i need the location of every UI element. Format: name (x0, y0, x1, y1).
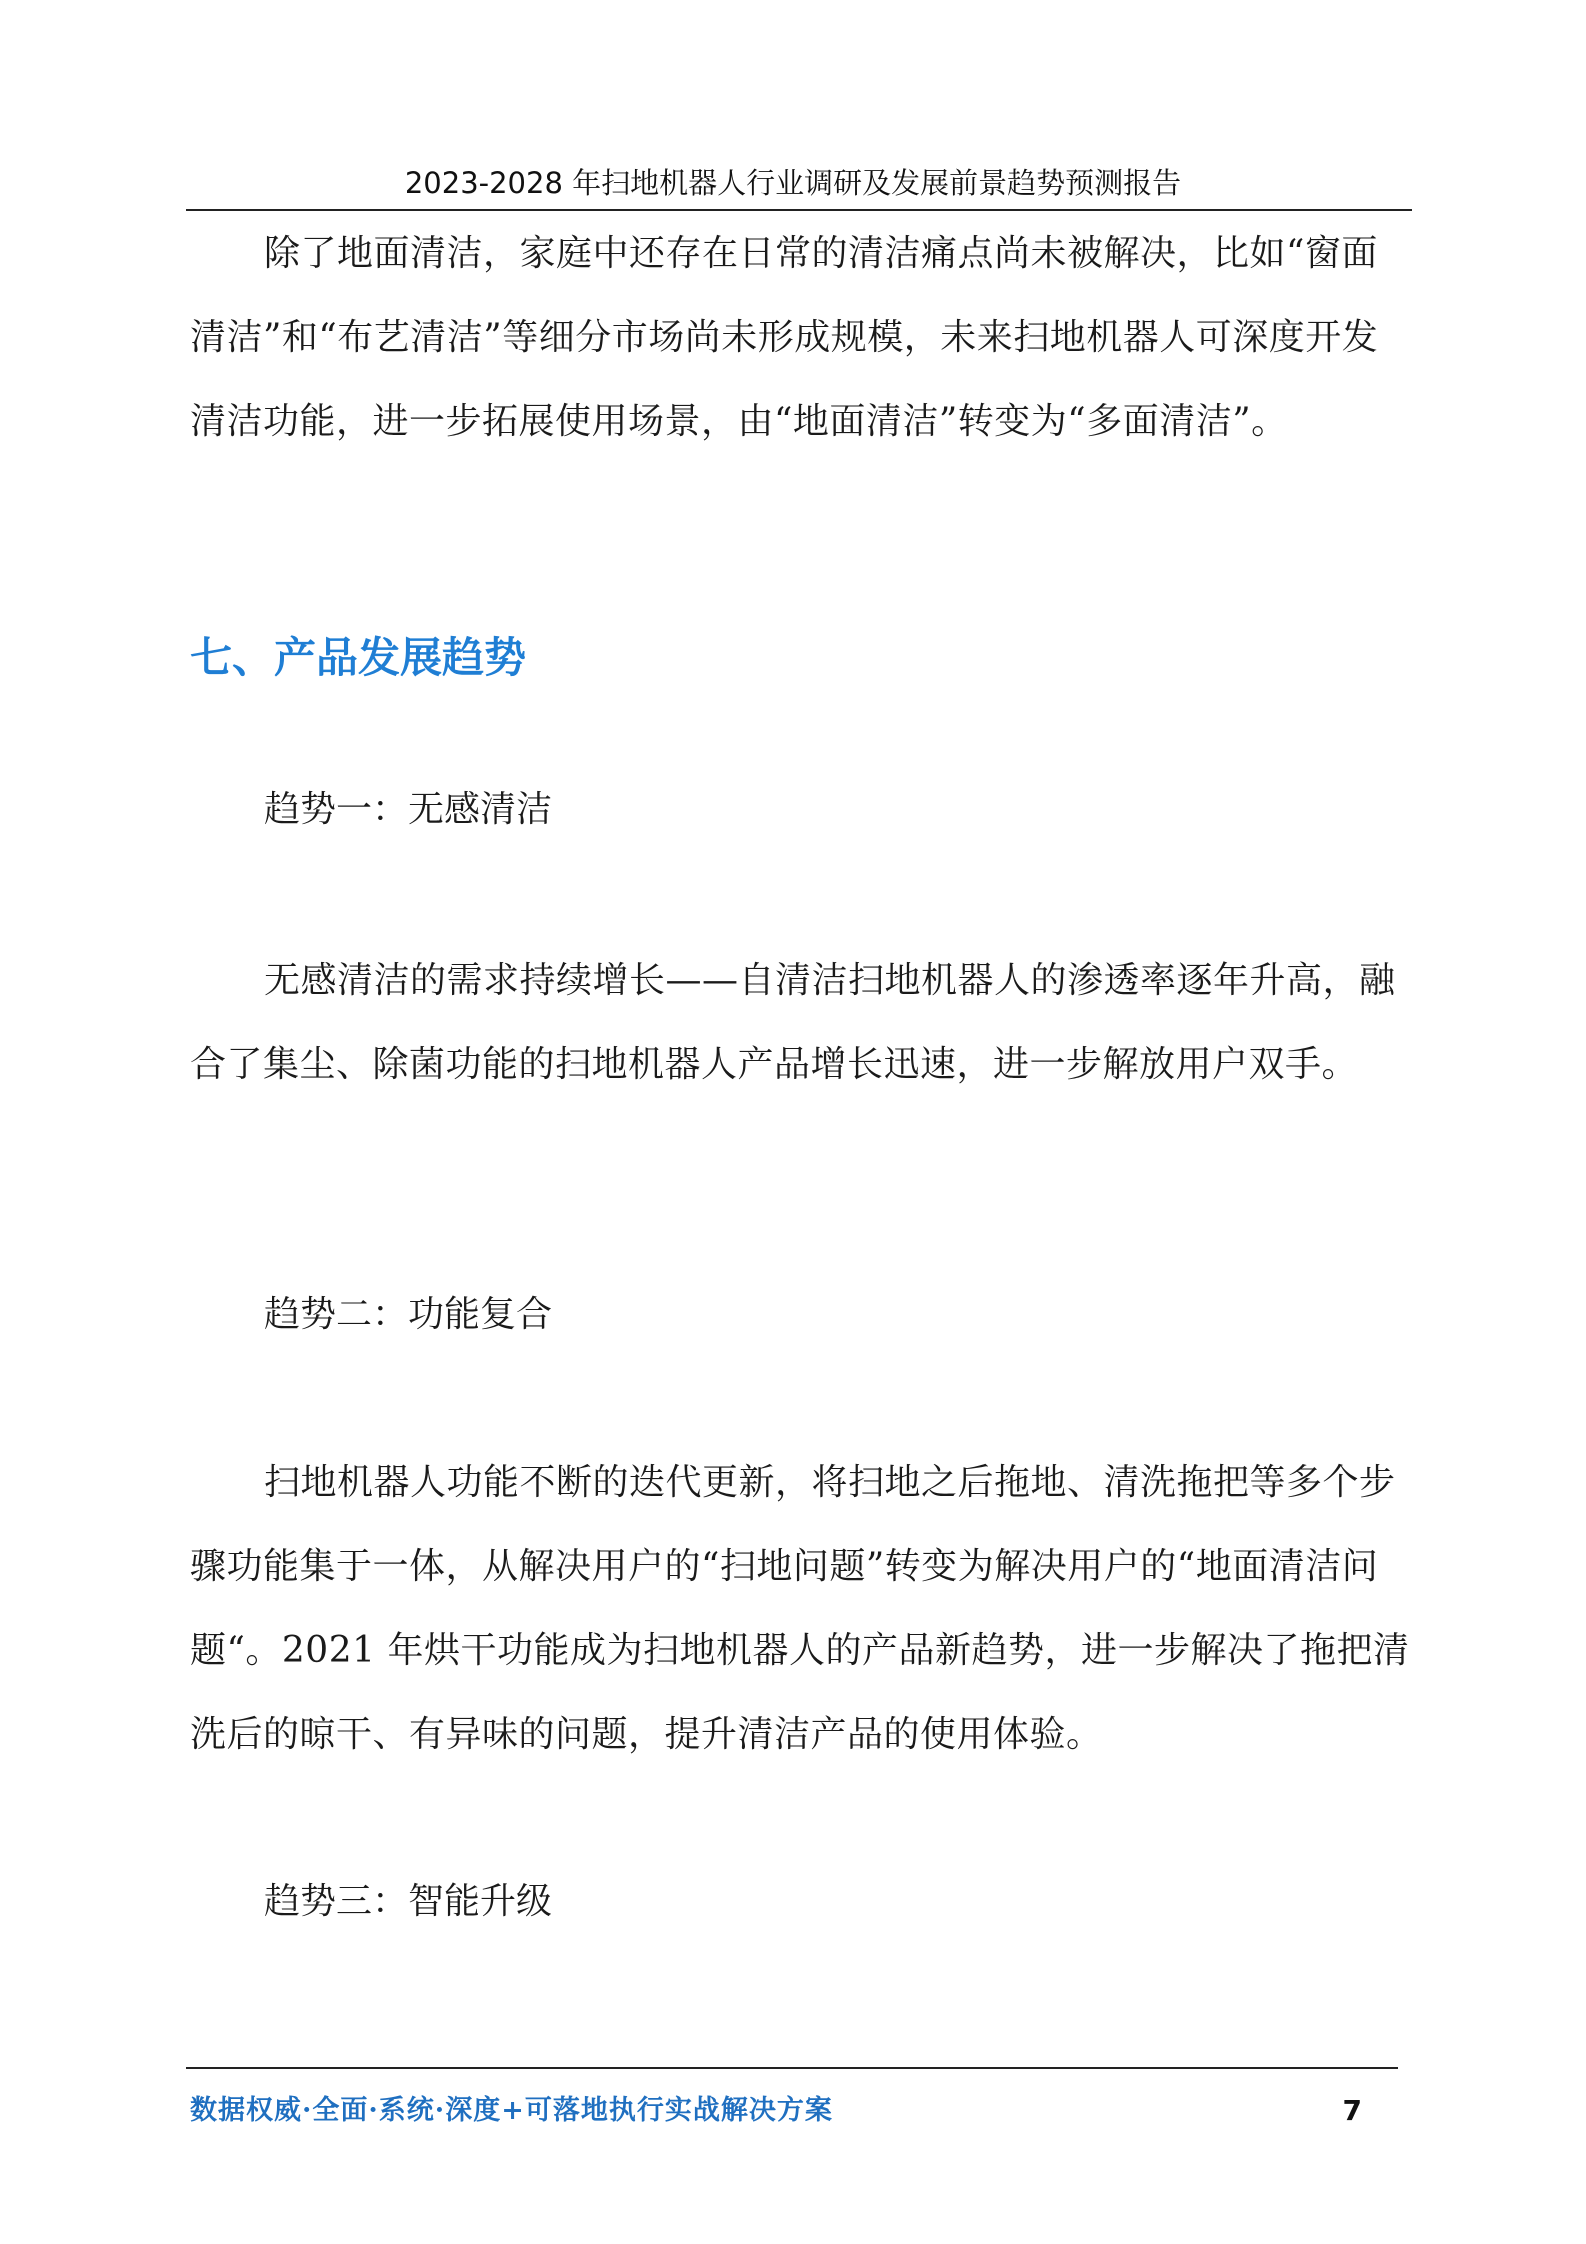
page-number: 7 (1342, 2094, 1362, 2127)
section-heading: 七、产品发展趋势 (190, 633, 527, 682)
report-title: 2023-2028 年扫地机器人行业调研及发展前景趋势预测报告 (404, 166, 1182, 200)
trend-1-paragraph: 无感清洁的需求持续增长——自清洁扫地机器人的渗透率逐年升高，融合了集尘、除菌功能的扫地机器人产品增长迅速，进一步解放用户双手。 (190, 960, 1396, 1085)
trend-2-title: 趋势二：功能复合 (264, 1294, 553, 1335)
trend-1-title: 趋势一：无感清洁 (264, 789, 553, 830)
footer-divider (186, 2067, 1398, 2069)
header-divider (186, 209, 1412, 211)
trend-2-paragraph: 扫地机器人功能不断的迭代更新，将扫地之后拖地、清洗拖把等多个步骤功能集于一体，从解决用户的“扫地问题”转变为解决用户的“地面清洁问题“。2021 年烘干功能成为扫地机器人的产品新趋势，进一步解决了拖把清洗后的晾干、有异味的问题，提升清洁产品的使用体验。 (190, 1462, 1410, 1755)
trend-3-title: 趋势三：智能升级 (264, 1881, 553, 1922)
intro-paragraph: 除了地面清洁，家庭中还存在日常的清洁痛点尚未被解决，比如“窗面清洁”和“布艺清洁”等细分市场尚未形成规模，未来扫地机器人可深度开发清洁功能，进一步拓展使用场景，由“地面清洁”转变为“多面清洁”。 (190, 233, 1379, 442)
footer-slogan: 数据权威·全面·系统·深度+可落地执行实战解决方案 (190, 2095, 833, 2126)
